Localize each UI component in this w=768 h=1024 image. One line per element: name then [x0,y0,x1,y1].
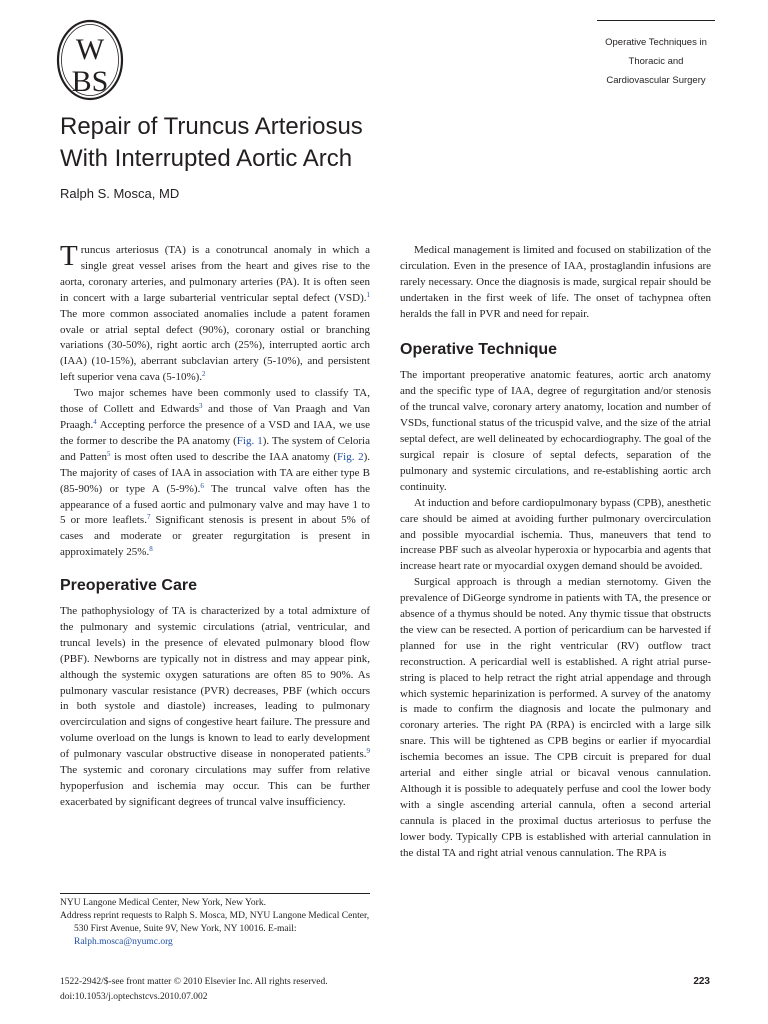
svg-text:W: W [75,33,105,66]
reference-8[interactable]: 8 [149,545,153,554]
reference-1[interactable]: 1 [366,290,370,299]
reference-9[interactable]: 9 [366,747,370,756]
copyright-footer [60,975,328,1005]
left-column [60,240,370,811]
anatomic-features-paragraph: The important preoperative anatomic features, aortic arch anatomy and the specific type of IAA, degree of regurgitation and/or stenosis of the truncal valve, coronary artery anatomy, location and number of VSDs, functional status of the tricuspid valve, and the size of the atrial septal defect, are well delineated by echocardiography. The goal of the surgical repair is closure of septal defects, separation of the pulmonary and systemic circulations, and re-establishing aortic arch continuity. [400,369,711,493]
article-title-line2: With Interrupted Aortic Arch [60,145,353,172]
reference-2[interactable]: 2 [202,370,206,379]
figure-2-link[interactable]: Fig. 2 [337,450,364,463]
reference-7[interactable]: 7 [146,513,151,522]
affiliation-footnote [60,893,370,949]
intro-text-a: runcus arteriosus (TA) is a conotruncal anomaly in which a single great vessel arises from the heart and gives rise to the aorta, coronary arteries, and pulmonary arteries (PA). It is often seen in concert with a large subarterial ventricular septal defect (VSD). [60,244,370,304]
class-text-a: Two major schemes have been commonly used to classify TA, those of Collett and Edwards [60,387,370,416]
journal-logo [56,19,124,101]
class-text-d: ). The system of Celoria and Patten [60,434,370,463]
class-text-f: ). The majority of cases of IAA in association with TA are either type B (85-90%) or type A (5-9%). [60,450,370,495]
svg-text:BS: BS [71,65,109,98]
intro-text-b: The more common associated anomalies include a patent foramen ovale or atrial septal defect (90%), coronary ostial or branching variations (30-50%), right aortic arch (25%), interrupted aortic arch (IAA) (10-15%), aberrant subclavian artery (5-10%), and persistent left superior vena cava (5-10%). [60,307,370,384]
journal-name-line2: Thoracic and [628,56,684,67]
copyright-line: 1522-2942/$-see front matter © 2010 Elsevier Inc. All rights reserved. [60,977,328,987]
reference-4[interactable]: 4 [93,417,97,426]
doi-line: doi:10.1053/j.optechstcvs.2010.07.002 [60,992,208,1002]
section-heading-operative-technique: Operative Technique [400,340,558,358]
class-text-g: The truncal valve often has the appearance of a fused aortic and pulmonary valve and may have 1 to 5 or more leaflets. [60,482,370,527]
reference-5[interactable]: 5 [106,449,111,458]
patho-text-a: The pathophysiology of TA is characterized by a total admixture of the pulmonary and systemic circulations (atrial, ventricular, and truncal levels) in the presence of elevated pulmonary blood flow (PBF). Newborns are typically not in distress and may appear pink, although the systemic oxygen saturations are often 85 to 90%. As pulmonary vascular resistance (PVR) decreases, PBF (which occurs in both systole and diastole) increases, leading to pulmonary overcirculation and signs of congestive heart failure. The pressure and volume overload on the lungs is known to lead to early development of pulmonary vascular obstructive disease in nonoperated patients. [60,605,370,761]
journal-name [597,20,715,90]
classification-paragraph [60,386,370,561]
pathophysiology-paragraph [60,604,370,811]
class-text-h: Significant stenosis is present in about 5% of cases and moderate or greater regurgitation is present in approximately 25%. [60,514,370,559]
journal-name-line1: Operative Techniques in [605,37,707,48]
reference-3[interactable]: 3 [198,402,203,411]
address-text: Address reprint requests to Ralph S. Mosca, MD, NYU Langone Medical Center, 530 First Avenue, Suite 9V, New York, NY 10016. E-mail: [60,911,370,934]
class-text-c: Accepting perforce the presence of a VSD and IAA, we use the former to describe the PA anatomy ( [60,418,370,447]
right-column [400,243,711,862]
article-title-line1: Repair of Truncus Arteriosus [60,113,363,140]
author-email-link[interactable]: Ralph.mosca@nyumc.org [74,937,173,947]
class-text-b: and those of Van Praagh and Van Praagh. [60,403,370,431]
journal-name-line3: Cardiovascular Surgery [606,75,706,86]
figure-1-link[interactable]: Fig. 1 [236,434,263,447]
medical-management-paragraph: Medical management is limited and focused on stabilization of the circulation. Even in the presence of IAA, prostaglandin infusions are rarely necessary. Once the diagnosis is made, surgical repair should be undertaken in the first week of life. The onset of tachypnea often heralds the fall in PVR and need for repair. [400,244,711,320]
intro-paragraph [60,240,370,386]
reference-6[interactable]: 6 [200,481,204,490]
page-number: 223 [693,976,710,987]
institution: NYU Langone Medical Center, New York, New York. [60,898,266,908]
drop-cap: T [60,240,78,272]
surgical-approach-paragraph: Surgical approach is through a median sternotomy. Given the prevalence of DiGeorge syndrome in patients with TA, the presence or absence of a thymus should be noted. Any thymic tissue that obstructs the view can be resected. A portion of pericardium can be harvested if planned for use in the right ventricular (RV) outflow tract reconstruction. A pericardial well is established. A right atrial purse-string is placed to help retract the right atrial appendage and through which systemic heparinization is performed. A survey of the anatomy is made to confirm the diagnosis and locate the pulmonary and coronary arteries. The right PA (RPA) is encircled with a large silk snare. This will be tightened as CPB begins or earlier if myocardial ischemia becomes an issue. The CPB circuit is prepared for dual arterial and either single atrial or bicaval venous cannulation. Although it is possible to adequately perfuse and cool the lower body with a single ascending arterial cannula, often a second arterial cannula is placed in the proximal ductus arteriosus to perfuse the lower body. Typically CPB is established with arterial cannulation in the distal TA and right atrial venous cannulation. The RPA is [400,576,711,859]
anesthesia-paragraph: At induction and before cardiopulmonary bypass (CPB), anesthetic care should be aimed at avoiding further pulmonary overcirculation and possible myocardial ischemia. Thus, maneuvers that tend to increase PBF such as alveolar hyperoxia or hypocarbia and agents that increase heart rate or myocardial oxygen demand should be avoided. [400,496,711,573]
article-author: Ralph S. Mosca, MD [60,186,180,201]
article-title [60,111,660,175]
class-text-e: is most often used to describe the IAA anatomy ( [110,450,338,463]
section-heading-preoperative-care: Preoperative Care [60,577,197,595]
reprint-address [60,910,370,949]
patho-text-b: The systemic and coronary circulations may suffer from relative hypoperfusion and ischemia may occur. This can be further exacerbated by significant degrees of truncal valve insufficiency. [60,764,370,808]
